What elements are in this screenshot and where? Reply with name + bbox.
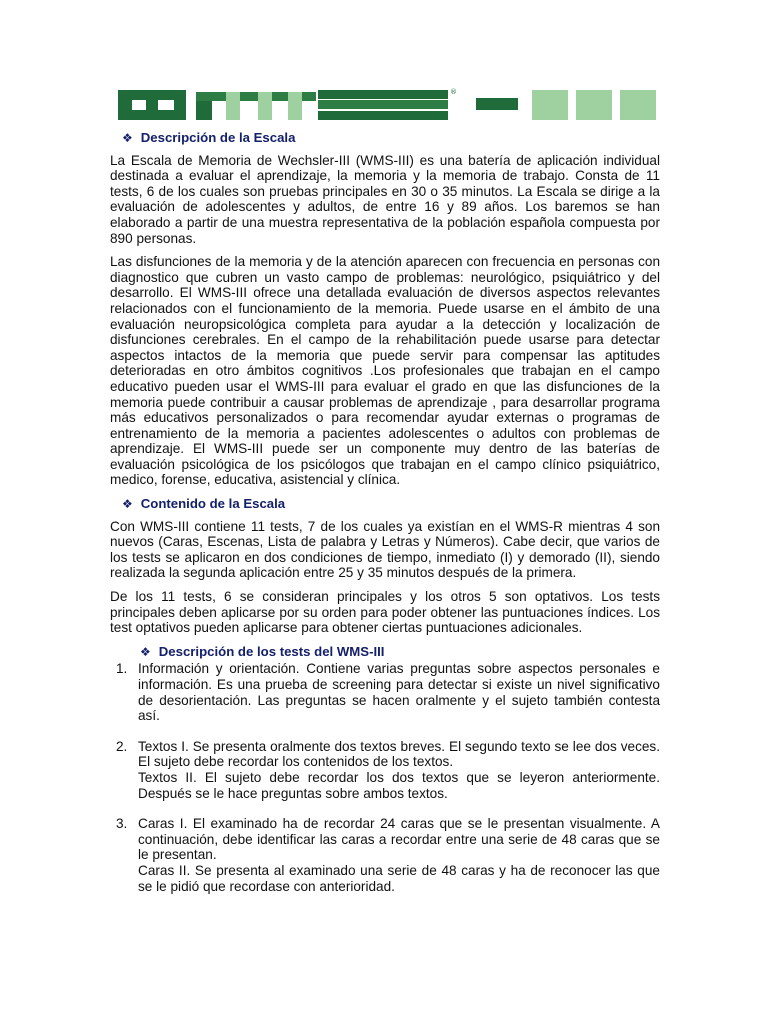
list-item-text: Textos I. Se presenta oralmente dos textos breves. El segundo texto se lee dos veces. El sujeto debe recordar los contenidos de los textos.	[138, 738, 660, 770]
list-number: 1.	[116, 661, 128, 677]
logo-graphic	[118, 84, 658, 124]
paragraph: De los 11 tests, 6 se consideran principales y los otros 5 son optativos. Los tests principales deben aplicarse por su orden para poder obtener las puntuaciones índices. Los test optativos pueden aplicarse para obtener ciertas puntuaciones adicionales.	[110, 589, 660, 636]
list-item	[110, 816, 660, 894]
section-heading-descripcion	[122, 130, 660, 146]
wms-iii-logo	[118, 84, 658, 124]
paragraph: La Escala de Memoria de Wechsler-III (WMS-III) es una batería de aplicación individual destinada a evaluar el aprendizaje, la memoria y la memoria de trabajo. Consta de 11 tests, 6 de los cuales son pruebas principales en 30 o 35 minutos. La Escala se dirige a la evaluación de adolescentes y adultos, de entre 16 y 89 años. Los baremos se han elaborado a partir de una muestra representativa de la población española compuesta por 890 personas.	[110, 152, 660, 246]
heading-text: Contenido de la Escala	[140, 496, 286, 512]
list-item	[110, 739, 660, 801]
list-item-text: Información y orientación. Contiene varias preguntas sobre aspectos personales e información. Es una prueba de screening para detectar si existe un nivel significativo de desorientación. Las preguntas se hacen oralmente y el sujeto también contesta así.	[138, 661, 660, 724]
paragraph: Las disfunciones de la memoria y de la atención aparecen con frecuencia en personas con diagnostico que cubren un vasto campo de problemas: neurológico, psiquiátrico y del desarrollo. El WMS-III ofrece una detallada evaluación de diversos aspectos relevantes relacionados con el funcionamiento de la memoria. Puede usarse en el ámbito de una evaluación neuropsicológica completa para ayudar a la detección y localización de disfunciones cerebrales. En el campo de la rehabilitación puede usarse para detectar aspectos intactos de la memoria que puede servir para compensar las aptitudes deterioradas en otro ámbitos cognitivos .Los profesionales que trabajan en el campo educativo pueden usar el WMS-III para evaluar el grado en que las disfunciones de la memoria puede contribuir a causar problemas de aprendizaje , para desarrollar programa más educativos personalizados o para recomendar ayudar externas o programas de entrenamiento de la memoria a pacientes adolescentes o adultos con problemas de aprendizaje. El WMS-III puede ser un componente muy dentro de las baterías de evaluación psicológica de los psicólogos que trabajan en el campo clínico psiquiátrico, medico, forense, educativa, asistencial y clínica.	[110, 254, 660, 488]
list-item-text: Caras I. El examinado ha de recordar 24 caras que se le presentan visualmente. A continuación, debe identificar las caras a recordar entre una serie de 48 caras que se le presentan.	[138, 816, 660, 863]
paragraph: Con WMS-III contiene 11 tests, 7 de los cuales ya existían en el WMS-R mientras 4 son nuevos (Caras, Escenas, Lista de palabra y Letras y Números). Cabe decir, que varios de los tests se aplicaron en dos condiciones de tiempo, inmediato (I) y demorado (II), siendo realizada la segunda aplicación entre 25 y 35 minutos después de la primera.	[110, 518, 660, 581]
diamond-bullet-icon: ❖	[122, 496, 133, 511]
list-number: 3.	[116, 816, 128, 832]
list-item	[110, 661, 660, 723]
diamond-bullet-icon: ❖	[140, 644, 151, 659]
section-heading-tests	[140, 644, 660, 660]
heading-text: Descripción de los tests del WMS-III	[158, 643, 385, 659]
diamond-bullet-icon: ❖	[122, 130, 133, 145]
list-item-text: Caras II. Se presenta al examinado una serie de 48 caras y ha de reconocer las que se le pidió que recordase con anterioridad.	[138, 862, 660, 894]
heading-text: Descripción de la Escala	[140, 130, 296, 145]
tests-list	[110, 661, 660, 894]
registered-mark: ®	[450, 88, 457, 96]
document-body	[110, 130, 660, 909]
list-item-text: Textos II. El sujeto debe recordar los dos textos que se leyeron anteriormente. Después se le hace preguntas sobre ambos textos.	[138, 769, 660, 801]
list-number: 2.	[116, 738, 128, 754]
section-heading-contenido	[122, 496, 660, 512]
